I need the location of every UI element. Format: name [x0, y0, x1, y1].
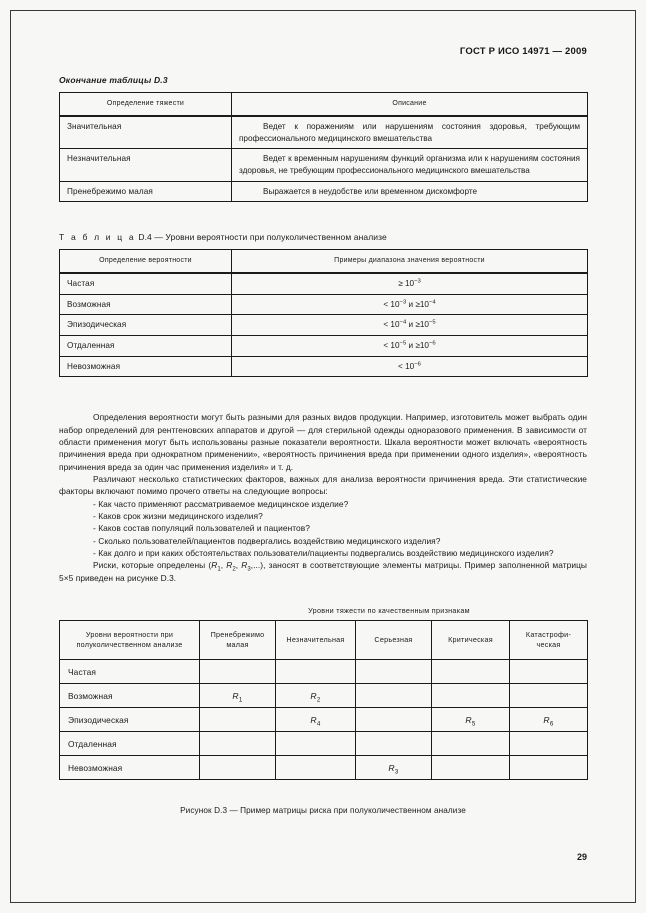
table-d3-head [60, 93, 588, 116]
table-row [60, 294, 588, 315]
matrix-cell-empty [200, 756, 276, 780]
table-d3 [59, 92, 588, 202]
table-d3-col-1: Описание [232, 93, 588, 116]
table-d4-body [60, 273, 588, 377]
matrix-col-3: Критическая [432, 621, 510, 660]
paragraph-3: Риски, которые определены ($R_1$, $R_2$, $R_3$,...), заносят в соответствующие элементы матрицы. Пример заполненной матрицы 5×5 приведен на рисунке D.3. [59, 560, 587, 583]
spacer [59, 202, 587, 232]
table-row [60, 93, 588, 116]
page-content [59, 46, 587, 815]
matrix-cell-risk: $R_1$ [200, 684, 276, 708]
list-item: - Каков состав популяций пользователей и пациентов? [93, 523, 310, 534]
table-d4-caption-number: D.4 [138, 232, 152, 243]
table-row [60, 708, 588, 732]
matrix-cell-empty [356, 732, 432, 756]
matrix-cell-risk: $R_5$ [432, 708, 510, 732]
matrix-col-4: Катастрофи- ческая [510, 621, 588, 660]
matrix-row-label: Невозможная [60, 756, 200, 780]
table-d4-caption-text: — Уровни вероятности при полуколичественном анализе [154, 232, 387, 243]
matrix-row-label: Эпизодическая [60, 708, 200, 732]
severity-level: Значительная [60, 116, 232, 149]
matrix-cell-empty [510, 732, 588, 756]
matrix-cell-empty [276, 732, 356, 756]
spacer [59, 584, 587, 606]
matrix-cell-risk: $R_6$ [510, 708, 588, 732]
matrix-cell-risk: $R_4$ [276, 708, 356, 732]
matrix-cell-empty [200, 732, 276, 756]
matrix-cell-empty [200, 660, 276, 684]
probability-level: Невозможная [60, 356, 232, 377]
matrix-cell-empty [432, 732, 510, 756]
risk-matrix-head [60, 621, 588, 660]
probability-range: < $10^{-5}$ $и \ge 10^{-6}$ [232, 336, 588, 357]
severity-level: Пренебрежимо малая [60, 181, 232, 202]
table-d3-body [60, 116, 588, 202]
matrix-row-label: Отдаленная [60, 732, 200, 756]
probability-level: Частая [60, 273, 232, 294]
probability-level: Возможная [60, 294, 232, 315]
matrix-cell-empty [356, 708, 432, 732]
risk-matrix-body [60, 660, 588, 780]
table-row [60, 149, 588, 181]
question-list [59, 498, 587, 560]
table-d4-col-1: Примеры диапазона значения вероятности [232, 250, 588, 273]
probability-level: Эпизодическая [60, 315, 232, 336]
matrix-cell-empty [510, 660, 588, 684]
standard-header: ГОСТ Р ИСО 14971 — 2009 [459, 46, 587, 57]
probability-range: < $10^{-6}$ [232, 356, 588, 377]
list-item [59, 547, 587, 559]
matrix-cell-empty [510, 756, 588, 780]
table-row [60, 621, 588, 660]
matrix-cell-empty [276, 756, 356, 780]
matrix-row-label: Возможная [60, 684, 200, 708]
probability-range: < $10^{-4}$ $и \ge 10^{-5}$ [232, 315, 588, 336]
table-row [60, 315, 588, 336]
matrix-cell-empty [432, 660, 510, 684]
matrix-cell-empty [432, 756, 510, 780]
table-row [60, 273, 588, 294]
table-row [60, 732, 588, 756]
probability-range: < $10^{-3}$ $и \ge 10^{-4}$ [232, 294, 588, 315]
table-row [60, 684, 588, 708]
matrix-cell-risk: $R_2$ [276, 684, 356, 708]
table-d4 [59, 249, 588, 377]
paragraph-2: Различают несколько статистических факторов, важных для анализа вероятности причинения вреда. Эти статистические факторы включают помимо прочего ответы на следующие вопросы: [59, 474, 587, 497]
matrix-cell-empty [200, 708, 276, 732]
table-row [60, 660, 588, 684]
table-d3-caption: Окончание таблицы D.3 [59, 75, 168, 85]
table-d4-caption-prefix: Т а б л и ц а [59, 232, 136, 243]
table-row [60, 181, 588, 202]
matrix-cell-empty [432, 684, 510, 708]
matrix-severity-title: Уровни тяжести по качественным признакам [308, 606, 470, 616]
matrix-cell-empty [510, 684, 588, 708]
spacer [59, 377, 587, 411]
list-item: - Как часто применяют рассматриваемое медицинское изделие? [93, 498, 349, 509]
figure-caption: Рисунок D.3 — Пример матрицы риска при полуколичественном анализе [180, 806, 466, 816]
matrix-row-header-label: Уровни вероятности при полуколичественном анализе [60, 621, 200, 660]
table-row [60, 116, 588, 149]
table-row [60, 336, 588, 357]
table-d4-caption [59, 232, 587, 242]
matrix-cell-empty [356, 660, 432, 684]
severity-description: Выражается в неудобстве или временном дискомфорте [232, 181, 588, 202]
severity-description: Ведет к временным нарушениям функций организма или к нарушениям состояния здоровья, не требующим профессионального медицинского вмешательства [232, 149, 588, 181]
matrix-col-0: Пренебрежимо малая [200, 621, 276, 660]
list-item: - Каков срок жизни медицинского изделия? [93, 511, 263, 522]
table-d3-col-0: Определение тяжести [60, 93, 232, 116]
severity-description: Ведет к поражениям или нарушениям состояния здоровья, требующим профессионального медицинского вмешательства [232, 116, 588, 149]
matrix-cell-risk: $R_3$ [356, 756, 432, 780]
list-item: - Сколько пользователей/пациентов подвергались воздействию медицинского изделия? [93, 535, 441, 546]
matrix-row-label: Частая [60, 660, 200, 684]
list-item-text: - Как долго и при каких обстоятельствах пользователи/пациенты подвергались воздействию медицинского изделия? [93, 548, 554, 559]
probability-range: ≥ $10^{-3}$ [232, 273, 588, 294]
risk-matrix [59, 620, 588, 780]
matrix-cell-empty [276, 660, 356, 684]
table-row [60, 356, 588, 377]
matrix-col-1: Незначительная [276, 621, 356, 660]
table-row [60, 756, 588, 780]
paragraph-1: Определения вероятности могут быть разными для разных видов продукции. Например, изготовитель может выбрать один набор определений для рентгеновских аппаратов и другой — для стерильной одежды одноразового применения. В зависимости от области применения могут быть использованы разные показатели вероятности. Шкала вероятности может включать «вероятность причинения вреда при однократном применении», «вероятность причинения вреда при применении одного изделия», «вероятность причинения вреда за один час применения изделия» и т. д. [59, 412, 587, 472]
table-row [60, 250, 588, 273]
table-d4-col-0: Определение вероятности [60, 250, 232, 273]
body-text [59, 411, 587, 584]
matrix-cell-empty [356, 684, 432, 708]
table-d4-head [60, 250, 588, 273]
matrix-col-2: Серьезная [356, 621, 432, 660]
severity-level: Незначительная [60, 149, 232, 181]
page-number: 29 [576, 852, 587, 862]
probability-level: Отдаленная [60, 336, 232, 357]
